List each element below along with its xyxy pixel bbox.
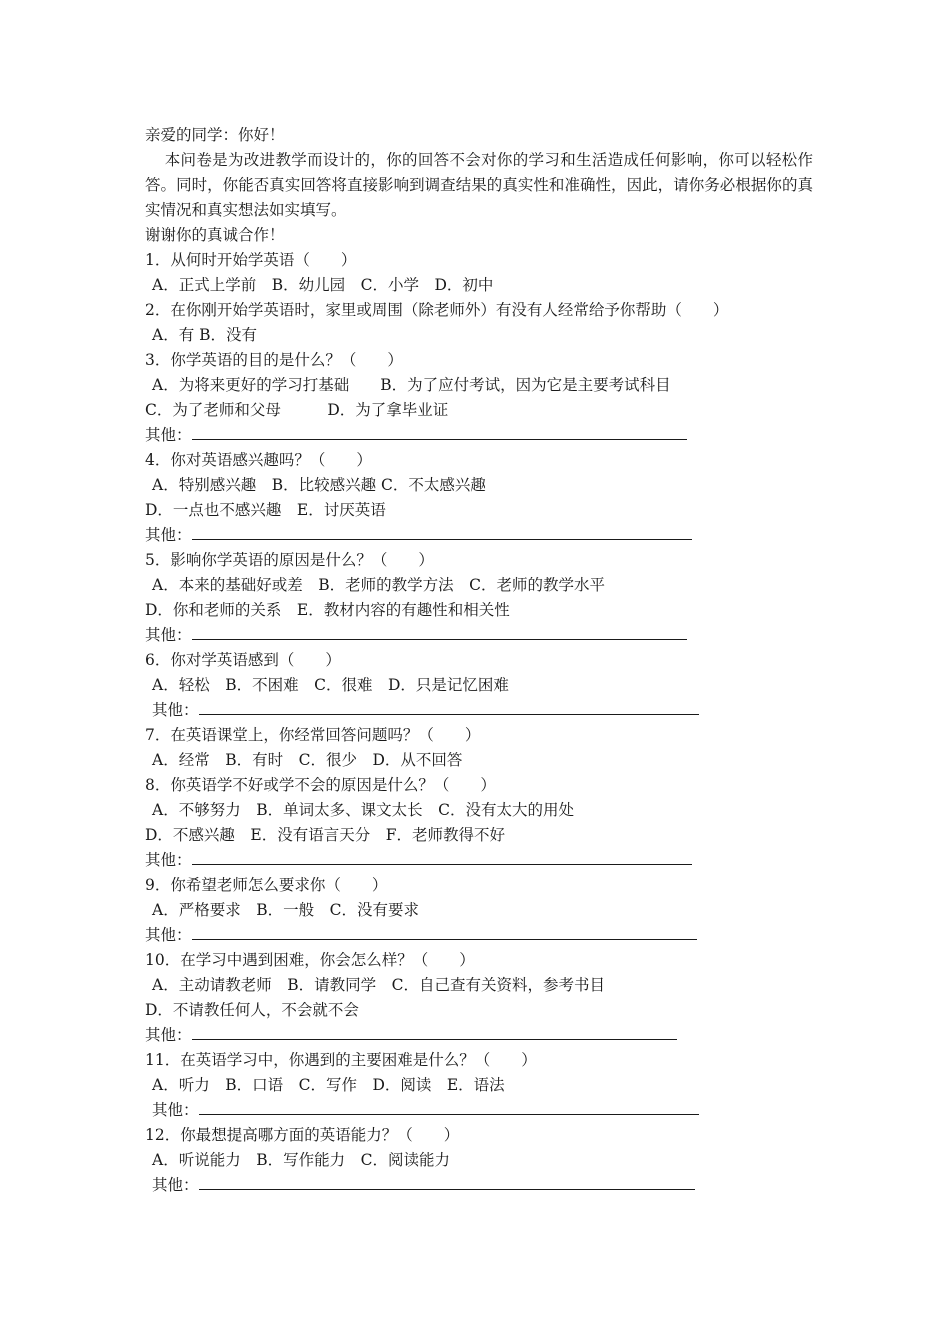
question-2-options: A．有 B．没有	[152, 326, 258, 344]
other-label: 其他：	[152, 1101, 199, 1119]
question-12-other	[152, 1173, 822, 1198]
question-8-other	[145, 848, 815, 873]
question-11-other	[152, 1098, 822, 1123]
question-6-options: A．轻松 B．不困难 C．很难 D．只是记忆困难	[152, 676, 509, 694]
question-1: 1．从何时开始学英语（ ）	[145, 251, 357, 269]
question-4: 4．你对英语感兴趣吗？（ ）	[145, 451, 372, 469]
question-9-other-blank[interactable]	[192, 925, 697, 940]
question-7: 7．在英语课堂上，你经常回答问题吗？（ ）	[145, 726, 481, 744]
greeting: 亲爱的同学：你好！	[145, 126, 285, 144]
question-3-other-blank[interactable]	[192, 425, 687, 440]
intro-paragraph: 本问卷是为改进教学而设计的，你的回答不会对你的学习和生活造成任何影响，你可以轻松作答。同时，你能否真实回答将直接影响到调查结果的真实性和准确性，因此，请你务必根据你的真实情况和真实想法如实填写。	[145, 151, 813, 219]
question-8: 8．你英语学不好或学不会的原因是什么？（ ）	[145, 776, 496, 794]
question-5-options-line-1: A．本来的基础好或差 B．老师的教学方法 C．老师的教学水平	[152, 576, 605, 594]
question-1-options: A．正式上学前 B．幼儿园 C．小学 D．初中	[152, 276, 494, 294]
question-10-other-blank[interactable]	[192, 1025, 677, 1040]
question-4-other	[145, 523, 815, 548]
question-7-options: A．经常 B．有时 C．很少 D．从不回答	[152, 751, 463, 769]
question-8-other-blank[interactable]	[192, 850, 692, 865]
question-6-other-blank[interactable]	[199, 700, 699, 715]
question-9: 9．你希望老师怎么要求你（ ）	[145, 876, 388, 894]
question-11: 11．在英语学习中，你遇到的主要困难是什么？（ ）	[145, 1051, 537, 1069]
thanks-line: 谢谢你的真诚合作！	[145, 226, 285, 244]
question-5-options-line-2: D．你和老师的关系 E．教材内容的有趣性和相关性	[145, 601, 510, 619]
question-10-other	[145, 1023, 815, 1048]
question-9-options: A．严格要求 B．一般 C．没有要求	[152, 901, 419, 919]
question-10-options-line-1: A．主动请教老师 B．请教同学 C．自己查有关资料，参考书目	[152, 976, 605, 994]
question-11-other-blank[interactable]	[199, 1100, 699, 1115]
question-8-options-line-1: A．不够努力 B．单词太多、课文太长 C．没有太大的用处	[152, 801, 574, 819]
question-12-other-blank[interactable]	[199, 1175, 695, 1190]
question-5-other	[145, 623, 815, 648]
question-5-other-blank[interactable]	[192, 625, 687, 640]
question-4-options-line-2: D．一点也不感兴趣 E．讨厌英语	[145, 501, 386, 519]
other-label: 其他：	[145, 626, 192, 644]
other-label: 其他：	[145, 526, 192, 544]
other-label: 其他：	[152, 1176, 199, 1194]
question-3-options-line-1: A．为将来更好的学习打基础 B．为了应付考试，因为它是主要考试科目	[152, 376, 671, 394]
question-11-options: A．听力 B．口语 C．写作 D．阅读 E．语法	[152, 1076, 505, 1094]
question-10: 10．在学习中遇到困难，你会怎么样？（ ）	[145, 951, 475, 969]
question-4-options-line-1: A．特别感兴趣 B．比较感兴趣 C．不太感兴趣	[152, 476, 486, 494]
question-10-options-line-2: D．不请教任何人，不会就不会	[145, 1001, 359, 1019]
question-9-other	[145, 923, 815, 948]
question-5: 5．影响你学英语的原因是什么？（ ）	[145, 551, 434, 569]
question-6-other	[152, 698, 822, 723]
question-12: 12．你最想提高哪方面的英语能力？（ ）	[145, 1126, 460, 1144]
other-label: 其他：	[145, 1026, 192, 1044]
question-12-options: A．听说能力 B．写作能力 C．阅读能力	[152, 1151, 450, 1169]
question-4-other-blank[interactable]	[192, 525, 692, 540]
other-label: 其他：	[152, 701, 199, 719]
question-2: 2．在你刚开始学英语时，家里或周围（除老师外）有没有人经常给予你帮助（ ）	[145, 301, 729, 319]
question-3: 3．你学英语的目的是什么？（ ）	[145, 351, 403, 369]
question-6: 6．你对学英语感到（ ）	[145, 651, 341, 669]
question-3-options-line-2: C．为了老师和父母 D．为了拿毕业证	[145, 401, 449, 419]
other-label: 其他：	[145, 926, 192, 944]
question-3-other	[145, 423, 815, 448]
other-label: 其他：	[145, 851, 192, 869]
question-8-options-line-2: D．不感兴趣 E．没有语言天分 F．老师教得不好	[145, 826, 505, 844]
other-label: 其他：	[145, 426, 192, 444]
